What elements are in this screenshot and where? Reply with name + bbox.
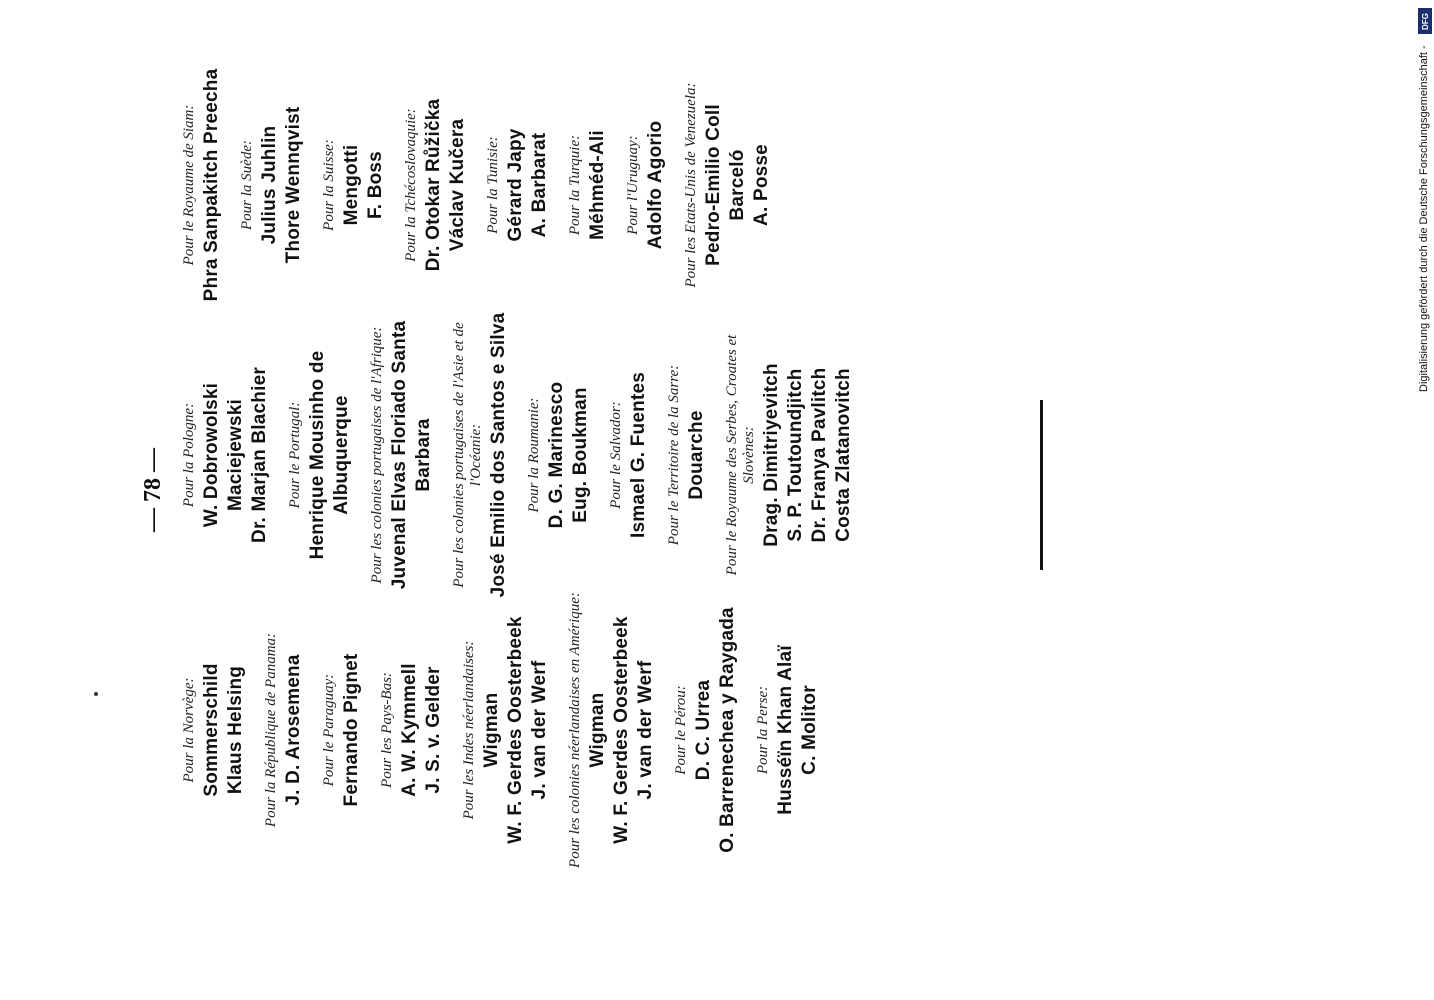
signature-block: [752, 580, 822, 880]
funding-note: Digitalisierung gefördert durch die Deutsche Forschungsgemeinschaft -: [1418, 45, 1430, 392]
signature-column-3: [178, 35, 786, 335]
signatory-name: Thore Wennqvist: [283, 106, 304, 264]
signatory-name: Juvenal Elvas Floriado Santa Barbara: [389, 320, 434, 590]
signatory-name: Adolfo Agorio: [645, 120, 666, 250]
signatory-name: Méhméd-Ali: [587, 130, 608, 240]
signature-block: [376, 580, 446, 880]
closing-rule: [1040, 400, 1043, 570]
signature-block: [670, 580, 740, 880]
country-label: Pour les Indes néerlandaises:: [461, 640, 477, 820]
signatory-name: Gérard Japy: [505, 128, 526, 242]
signatory-name: Drag. Dimitriyevitch: [761, 363, 782, 547]
signatory-name: J. van der Werf: [635, 660, 656, 800]
country-label: Pour la Perse:: [755, 685, 771, 775]
country-label: Pour le Royaume des Serbes, Croates et Slovènes:: [724, 334, 757, 576]
signature-block: [284, 305, 354, 605]
country-label: Pour la Tchécoslovaquie:: [403, 108, 419, 262]
signatory-name: D. C. Urrea: [693, 679, 714, 781]
country-label: Pour la République de Panama:: [263, 632, 279, 828]
dfg-logo: [1418, 8, 1432, 34]
country-label: Pour les colonies portugaises de l'Afrique:: [369, 326, 385, 584]
signatory-name: Phra Sanpakitch Preecha: [201, 68, 222, 302]
signature-block: [523, 305, 593, 605]
country-label: Pour le Royaume de Siam:: [181, 104, 197, 266]
country-label: Pour les Etats-Unis de Venezuela:: [683, 82, 699, 288]
signatory-name: Dr. Otokar Růžička: [423, 98, 444, 272]
signatory-name: W. F. Gerdes Oosterbeek: [505, 616, 526, 844]
country-label: Pour le Paraguay:: [321, 673, 337, 787]
signatory-name: A. W. Kymmell: [399, 663, 420, 797]
signatory-name: Maciejewski: [225, 398, 246, 512]
signatory-name: Sommerschild: [201, 663, 222, 797]
signature-block: [680, 35, 774, 335]
country-label: Pour les Pays-Bas:: [379, 672, 395, 788]
signature-block: [448, 305, 511, 605]
signatory-name: Julius Juhlin: [259, 125, 280, 245]
country-label: Pour la Roumanie:: [526, 397, 542, 513]
signature-block: [318, 35, 388, 335]
signatory-name: S. P. Toutoundjitch: [785, 368, 806, 542]
signatory-name: Pedro-Emilio Coll: [703, 104, 724, 266]
signatory-name: Barceló: [727, 149, 748, 221]
signatory-name: Wigman: [481, 692, 502, 768]
signature-block: [178, 35, 224, 335]
signatory-name: O. Barrenechea y Raygada: [717, 607, 738, 853]
signatory-name: Wigman: [587, 692, 608, 768]
signatory-name: Dr. Marjan Blachier: [249, 367, 270, 543]
country-label: Pour le Pérou:: [673, 685, 689, 775]
print-speck: [94, 692, 98, 696]
signature-block: [622, 35, 668, 335]
country-label: Pour la Tunisie:: [485, 136, 501, 234]
signature-block: [400, 35, 470, 335]
signatory-name: Costa Zlatanovitch: [833, 368, 854, 542]
country-label: Pour la Turquie:: [567, 134, 583, 236]
signatory-name: Fernando Pignet: [341, 653, 362, 807]
signatory-name: W. F. Gerdes Oosterbeek: [611, 616, 632, 844]
signature-block: [721, 305, 856, 605]
signatory-name: J. S. v. Gelder: [423, 666, 444, 794]
signature-block: [178, 580, 248, 880]
country-label: Pour le Salvador:: [608, 401, 624, 509]
signature-column-2: [178, 305, 868, 605]
signatory-name: Mengotti: [341, 144, 362, 226]
signatory-name: Václav Kučera: [447, 118, 468, 252]
signature-block: [366, 305, 436, 605]
signature-block: [564, 35, 610, 335]
dfg-logo-text: DFG: [1420, 12, 1430, 30]
signature-block: [482, 35, 552, 335]
signature-column-1: [178, 580, 834, 880]
country-label: Pour la Norvège:: [181, 677, 197, 783]
signatory-name: Husséïn Khan Alaï: [775, 645, 796, 815]
signatory-name: D. G. Marinesco: [546, 381, 567, 529]
signatory-name: A. Posse: [751, 144, 772, 226]
signatory-name: C. Molitor: [799, 685, 820, 775]
signatory-name: A. Barbarat: [529, 132, 550, 238]
signatory-name: Eug. Boukman: [570, 387, 591, 523]
signatory-name: F. Boss: [365, 151, 386, 219]
signature-block: [178, 305, 272, 605]
signatory-name: Klaus Helsing: [225, 665, 246, 795]
signature-block: [605, 305, 651, 605]
signatory-name: J. D. Arosemena: [283, 654, 304, 806]
signatory-name: J. van der Werf: [529, 660, 550, 800]
country-label: Pour la Suisse:: [321, 139, 337, 231]
signature-block: [260, 580, 306, 880]
country-label: Pour les colonies néerlandaises en Amérique:: [567, 592, 583, 868]
country-label: Pour le Territoire de la Sarre:: [666, 364, 682, 546]
signature-block: [564, 580, 658, 880]
country-label: Pour l'Uruguay:: [625, 135, 641, 235]
signature-block: [458, 580, 552, 880]
signatory-name: W. Dobrowolski: [201, 382, 222, 528]
country-label: Pour la Pologne:: [181, 402, 197, 508]
signatory-name: Ismael G. Fuentes: [628, 372, 649, 539]
country-label: Pour la Suède:: [239, 140, 255, 230]
signatory-name: Dr. Franya Pavlitch: [809, 367, 830, 543]
signatory-name: José Emilio dos Santos e Silva: [488, 312, 509, 598]
signature-block: [318, 580, 364, 880]
signature-block: [236, 35, 306, 335]
page-number: — 78 —: [140, 448, 166, 532]
signatory-name: Douarche: [686, 410, 707, 500]
signature-block: [663, 305, 709, 605]
signatory-name: Henrique Mousinho de Albuquerque: [307, 350, 352, 560]
rotated-page-content: [140, 0, 1140, 1000]
country-label: Pour le Portugal:: [287, 401, 303, 509]
country-label: Pour les colonies portugaises de l'Asie et de l'Océanie:: [451, 322, 484, 588]
